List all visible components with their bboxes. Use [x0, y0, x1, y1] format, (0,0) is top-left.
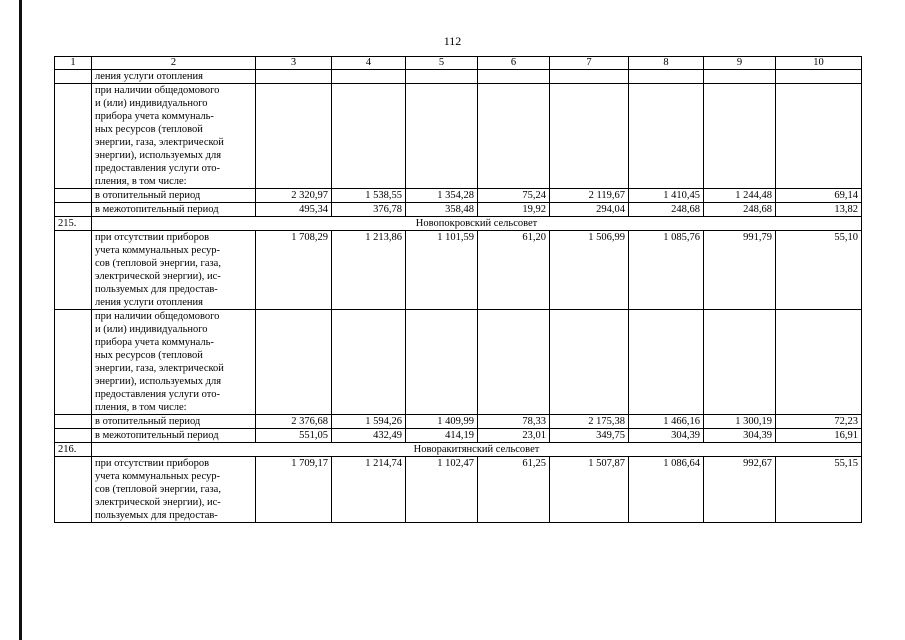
value-cell-col-4: 1 213,86	[332, 231, 406, 310]
column-number-6: 6	[478, 57, 550, 70]
value-cell-col-3: 1 709,17	[256, 457, 332, 523]
value-cell-col-9	[704, 70, 776, 84]
value-cell-col-4	[332, 84, 406, 189]
value-cell-col-5: 414,19	[406, 429, 478, 443]
column-number-8: 8	[629, 57, 704, 70]
table-row	[55, 70, 862, 84]
value-cell-col-8	[629, 84, 704, 189]
value-cell-col-3: 495,34	[256, 203, 332, 217]
row-number-cell	[55, 203, 92, 217]
table-row	[55, 189, 862, 203]
value-cell-col-4	[332, 70, 406, 84]
value-cell-col-10	[776, 84, 862, 189]
value-cell-col-10: 16,91	[776, 429, 862, 443]
value-cell-col-7: 2 119,67	[550, 189, 629, 203]
value-cell-col-6: 78,33	[478, 415, 550, 429]
row-number-cell	[55, 70, 92, 84]
row-number-cell	[55, 457, 92, 523]
value-cell-col-5: 1 354,28	[406, 189, 478, 203]
value-cell-col-3	[256, 84, 332, 189]
value-cell-col-4: 1 594,26	[332, 415, 406, 429]
value-cell-col-9: 992,67	[704, 457, 776, 523]
value-cell-col-4	[332, 310, 406, 415]
column-number-3: 3	[256, 57, 332, 70]
region-number: 215.	[55, 217, 92, 231]
value-cell-col-6	[478, 84, 550, 189]
row-number-cell	[55, 84, 92, 189]
value-cell-col-10: 69,14	[776, 189, 862, 203]
value-cell-col-5: 1 101,59	[406, 231, 478, 310]
value-cell-col-5	[406, 310, 478, 415]
row-description: в межотопительный период	[92, 429, 256, 443]
value-cell-col-4: 432,49	[332, 429, 406, 443]
value-cell-col-10: 55,15	[776, 457, 862, 523]
row-description: при наличии общедомового и (или) индивидуального прибора учета коммуналь- ных ресурсов (тепловой энергии, газа, электрической энергии), используемых для предоставления услуги ото- пления, в том числе:	[92, 310, 256, 415]
value-cell-col-8: 1 466,16	[629, 415, 704, 429]
table-row	[55, 310, 862, 415]
row-description: в межотопительный период	[92, 203, 256, 217]
table-row	[55, 84, 862, 189]
value-cell-col-4: 1 214,74	[332, 457, 406, 523]
value-cell-col-5: 1 409,99	[406, 415, 478, 429]
value-cell-col-4: 1 538,55	[332, 189, 406, 203]
column-number-1: 1	[55, 57, 92, 70]
value-cell-col-6	[478, 310, 550, 415]
value-cell-col-6: 61,20	[478, 231, 550, 310]
value-cell-col-7	[550, 84, 629, 189]
region-name: Новопокровский сельсовет	[92, 217, 862, 231]
value-cell-col-5: 358,48	[406, 203, 478, 217]
value-cell-col-3: 1 708,29	[256, 231, 332, 310]
column-number-7: 7	[550, 57, 629, 70]
value-cell-col-9	[704, 84, 776, 189]
region-number: 216.	[55, 443, 92, 457]
value-cell-col-5	[406, 84, 478, 189]
value-cell-col-3	[256, 310, 332, 415]
value-cell-col-5: 1 102,47	[406, 457, 478, 523]
value-cell-col-10	[776, 70, 862, 84]
column-number-10: 10	[776, 57, 862, 70]
value-cell-col-9: 1 300,19	[704, 415, 776, 429]
value-cell-col-7	[550, 70, 629, 84]
value-cell-col-3	[256, 70, 332, 84]
value-cell-col-9	[704, 310, 776, 415]
value-cell-col-9: 248,68	[704, 203, 776, 217]
value-cell-col-6: 61,25	[478, 457, 550, 523]
table-row	[55, 415, 862, 429]
value-cell-col-6: 19,92	[478, 203, 550, 217]
row-description: в отопительный период	[92, 415, 256, 429]
value-cell-col-10: 55,10	[776, 231, 862, 310]
value-cell-col-8: 1 410,45	[629, 189, 704, 203]
row-description: при наличии общедомового и (или) индивидуального прибора учета коммуналь- ных ресурсов (тепловой энергии, газа, электрической энергии), используемых для предоставления услуги ото- пления, в том числе:	[92, 84, 256, 189]
row-description: в отопительный период	[92, 189, 256, 203]
table-row	[55, 203, 862, 217]
column-number-2: 2	[92, 57, 256, 70]
table-row	[55, 457, 862, 523]
table-row	[55, 429, 862, 443]
table-row	[55, 231, 862, 310]
value-cell-col-8	[629, 70, 704, 84]
row-description: ления услуги отопления	[92, 70, 256, 84]
table-header-row	[55, 57, 862, 70]
value-cell-col-7: 294,04	[550, 203, 629, 217]
region-row	[55, 217, 862, 231]
row-number-cell	[55, 231, 92, 310]
value-cell-col-3: 2 376,68	[256, 415, 332, 429]
column-number-5: 5	[406, 57, 478, 70]
region-name: Новоракитянский сельсовет	[92, 443, 862, 457]
value-cell-col-8: 1 085,76	[629, 231, 704, 310]
value-cell-col-6: 75,24	[478, 189, 550, 203]
value-cell-col-7: 1 507,87	[550, 457, 629, 523]
value-cell-col-8: 1 086,64	[629, 457, 704, 523]
value-cell-col-8: 248,68	[629, 203, 704, 217]
value-cell-col-9: 991,79	[704, 231, 776, 310]
value-cell-col-8: 304,39	[629, 429, 704, 443]
row-number-cell	[55, 189, 92, 203]
row-description: при отсутствии приборов учета коммунальных ресур- сов (тепловой энергии, газа, электрической энергии), ис- пользуемых для предостав- ления услуги отопления	[92, 231, 256, 310]
page-left-edge	[19, 0, 22, 640]
value-cell-col-10: 13,82	[776, 203, 862, 217]
value-cell-col-9: 1 244,48	[704, 189, 776, 203]
region-row	[55, 443, 862, 457]
page-number: 112	[443, 34, 462, 48]
column-number-9: 9	[704, 57, 776, 70]
row-number-cell	[55, 415, 92, 429]
value-cell-col-7	[550, 310, 629, 415]
column-number-4: 4	[332, 57, 406, 70]
tariff-table	[54, 56, 862, 523]
value-cell-col-8	[629, 310, 704, 415]
table-body	[55, 57, 862, 523]
value-cell-col-9: 304,39	[704, 429, 776, 443]
value-cell-col-6	[478, 70, 550, 84]
value-cell-col-4: 376,78	[332, 203, 406, 217]
value-cell-col-10: 72,23	[776, 415, 862, 429]
value-cell-col-3: 2 320,97	[256, 189, 332, 203]
value-cell-col-10	[776, 310, 862, 415]
value-cell-col-3: 551,05	[256, 429, 332, 443]
value-cell-col-7: 2 175,38	[550, 415, 629, 429]
row-number-cell	[55, 310, 92, 415]
value-cell-col-5	[406, 70, 478, 84]
row-description: при отсутствии приборов учета коммунальных ресур- сов (тепловой энергии, газа, электрической энергии), ис- пользуемых для предостав-	[92, 457, 256, 523]
value-cell-col-7: 1 506,99	[550, 231, 629, 310]
row-number-cell	[55, 429, 92, 443]
value-cell-col-6: 23,01	[478, 429, 550, 443]
value-cell-col-7: 349,75	[550, 429, 629, 443]
